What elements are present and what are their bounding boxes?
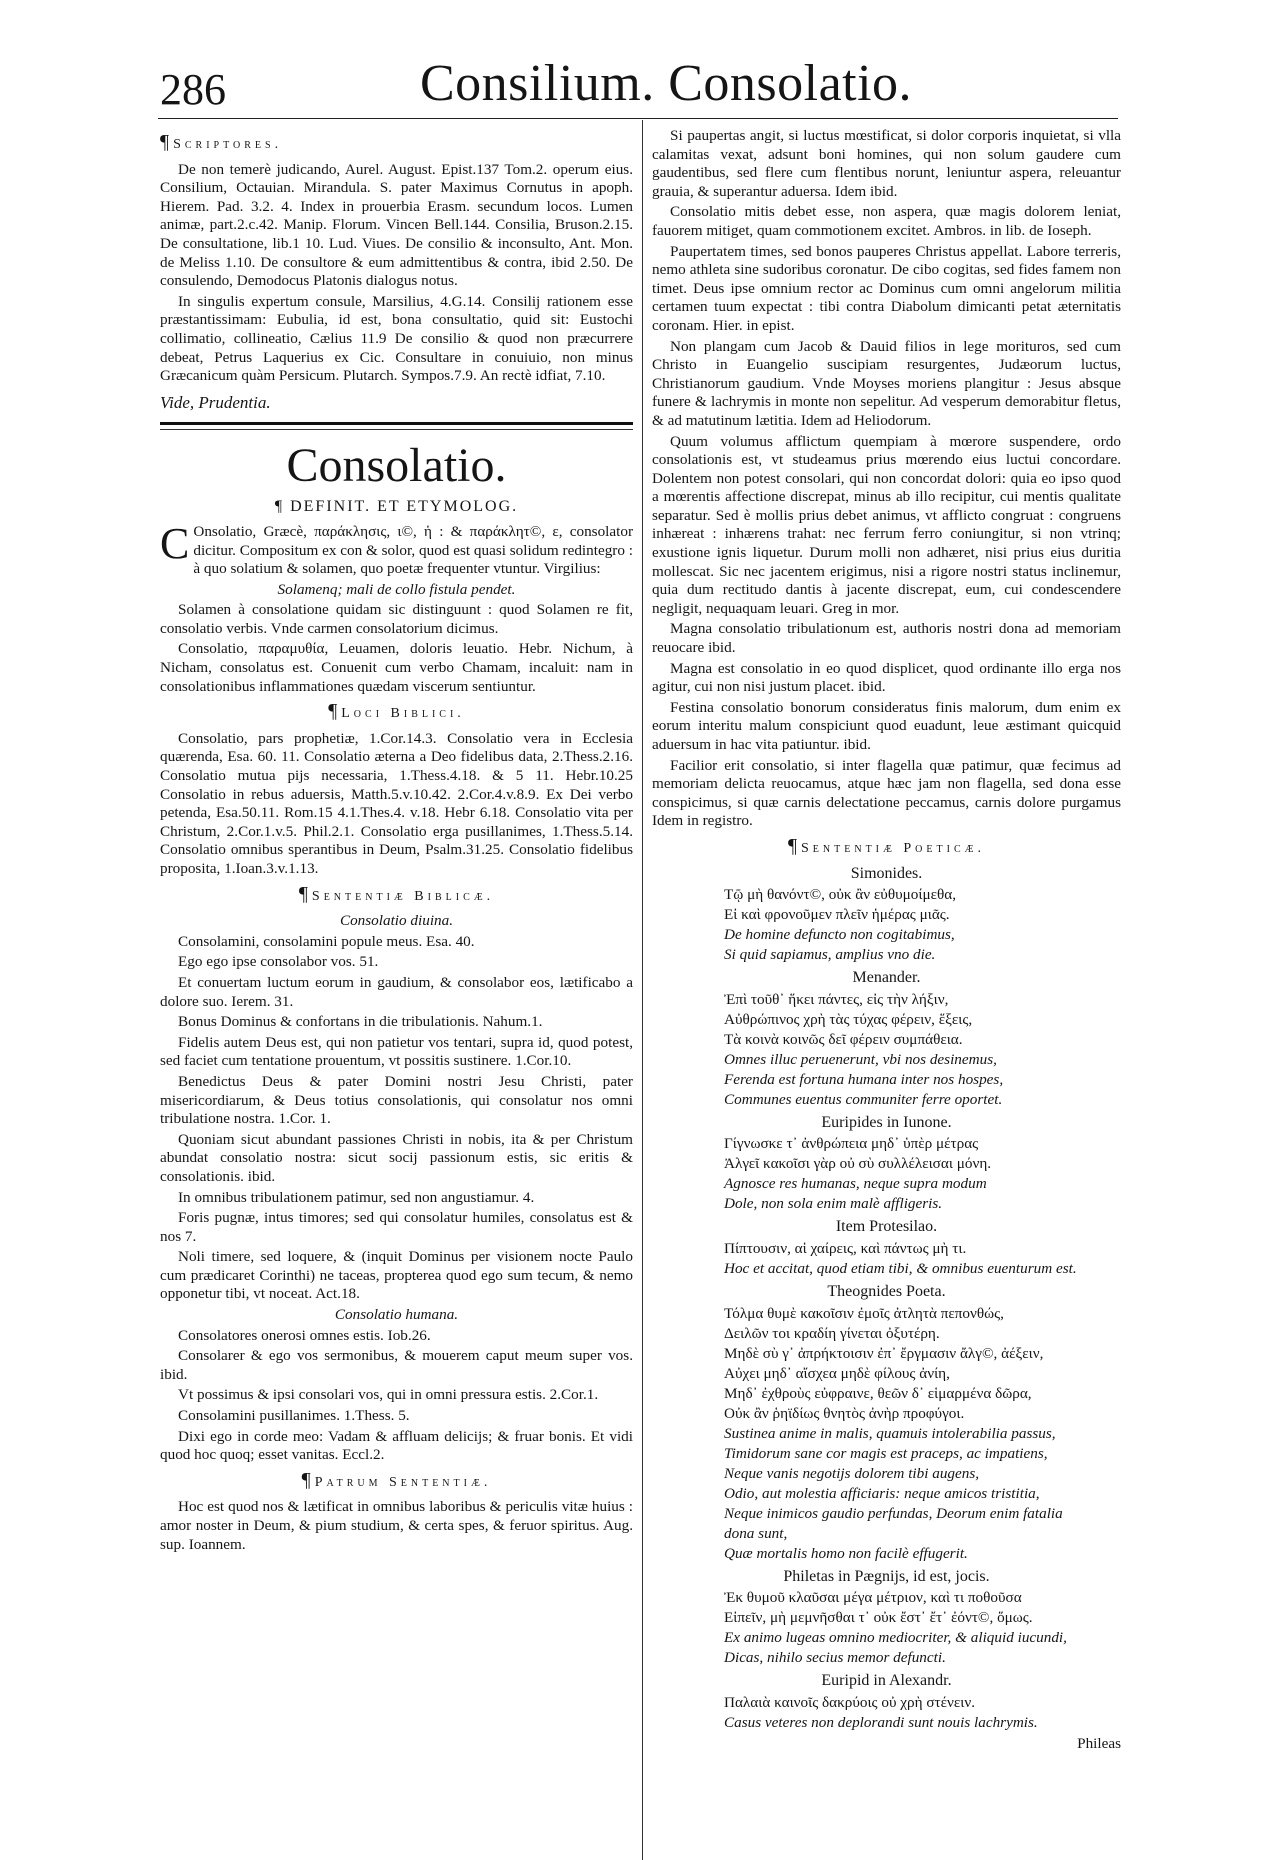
entry-title: Consolatio. (286, 439, 507, 493)
poet-name: Theognides Poeta. (827, 1282, 946, 1300)
greek-verse-line: Τὰ κοινὰ κοινῶς δεῖ φέρειν συμπάθεια. (724, 1030, 963, 1048)
paragraph: Facilior erit consolatio, si inter flagella quæ patimur, quæ fecimus ad memoriam delicta reuocamus, atque hæc jam non flagella, sed dona esse conspicimus, si quæ carnis delectatione peccamus, carnis dolore purgamus Idem in registro. (652, 756, 1121, 830)
paragraph: Consolamini, consolamini popule meus. Esa. 40. (178, 932, 475, 950)
paragraph: De non temerè judicando, Aurel. August. Epist.137 Tom.2. operum eius. Consilium, Octauian. Mirandula. S. pater Maximus Cornutus in apoph. Hierem. Pad. 3.2. 4. Index in prouerbia Erasm. secundum locos. Lumen animæ, part.2.c.42. Manip. Florum. Vincen Bell.144. Consilia, Bruson.2.15. De consultatione, lib.1 10. Lud. Viues. De consilio & inconsulto, Ant. Mon. de Meliss 1.10. De consultore & eum admittentibus & contra, ibid 2.50. De consulendo, Demodocus Platonis dialogus notus. (160, 160, 633, 290)
paragraph: Festina consolatio bonorum consideratus finis malorum, dum enim ex eorum interitu malum conspiciunt quod euadunt, leue æstimant quicquid aduersum in hac vita patiuntur. ibid. (652, 698, 1121, 753)
paragraph: Magna consolatio tribulationum est, authoris nostri dona ad memoriam reuocare ibid. (652, 620, 1121, 657)
latin-verse-line: Dicas, nihilo secius memor defuncti. (724, 1649, 946, 1667)
poet-name: Menander. (852, 969, 921, 987)
latin-verse-line: Ferenda est fortuna humana inter nos hospes, (724, 1070, 1004, 1088)
paragraph: Consolatio, παραμυθία, Leuamen, doloris leuatio. Hebr. Nichum, à Nicham, consolatus est. Conuenit cum verbo Chamam, incaluit: nam in consolationibus inflammationes quædam viscerum sentiuntur. (160, 640, 633, 695)
cross-reference: Vide, Prudentia. (160, 392, 271, 412)
greek-verse-line: Παλαιὰ καινοῖς δακρύοις οὐ χρὴ στένειν. (724, 1693, 975, 1711)
poet-name: Simonides. (850, 864, 923, 882)
latin-verse-line: Timidorum sane cor magis est praceps, ac impatiens, (724, 1444, 1048, 1462)
poet-name: Philetas in Pægnijs, id est, jocis. (783, 1567, 990, 1585)
greek-verse-line: Μηδ᾽ ἐχθροὺς εὐφραινε, θεῶν δ᾽ εἱμαρμένα δῶρα, (724, 1384, 1032, 1402)
greek-verse-line: Ἐκ θυμοῦ κλαῦσαι μέγα μέτριον, καὶ τι ποθοῦσα (724, 1589, 1022, 1607)
paragraph: Quoniam sicut abundant passiones Christi in nobis, ita & per Christum abundat consolatio nostra: sicut socij passionum estis, sic eritis & consolationis. ibid. (160, 1130, 633, 1185)
latin-verse-line: Si quid sapiamus, amplius vno die. (724, 946, 936, 964)
paragraph: Fidelis autem Deus est, qui non patietur vos tentari, supra id, quod potest, sed faciet cum tentatione prouentum, vt possitis sustinere. 1.Cor.10. (160, 1033, 633, 1070)
paragraph: Si paupertas angit, si luctus mœstificat, si dolor corporis inquietat, si vlla calamitas vexat, adsunt boni homines, qui non solum gaudere cum gaudentibus, sed flere cum flentibus norunt, leniuntur aspera, releuantur grauia, & superantur aduersa. Idem ibid. (652, 127, 1121, 200)
section-heading-sententiae-biblicae: ¶ Sententiæ Biblicæ. (298, 882, 495, 905)
subheading-humana: Consolatio humana. (334, 1306, 459, 1324)
poetic-quotations (652, 865, 1121, 1733)
greek-verse-line: Πίπτουσιν, αἱ χαίρεις, καὶ πάντως μὴ τι. (724, 1239, 967, 1257)
greek-verse-line: Οὐκ ἂν ῥηϊδίως θνητὸς ἀνὴρ προφύγοι. (724, 1404, 965, 1422)
running-title: Consilium. Consolatio. (420, 55, 913, 112)
latin-verse-line: dona sunt, (724, 1524, 788, 1542)
pilcrow-icon: ¶ (160, 131, 170, 153)
latin-verse-line: Neque vanis negotijs dolorem tibi augens, (724, 1464, 980, 1482)
greek-verse-line: Εἰ καὶ φρονοῦμεν πλεῖν ἡμέρας μιᾶς. (724, 906, 950, 924)
greek-verse-line: Γίγνωσκε τ᾽ ἀνθρώπεια μηδ᾽ ὑπὲρ μέτρας (724, 1135, 979, 1153)
right-column (652, 127, 1121, 1753)
latin-verse-line: Quæ mortalis homo non facilè effugerit. (724, 1544, 968, 1562)
latin-verse-line: Sustinea anime in malis, quamuis intolerabilia passus, (724, 1424, 1056, 1442)
paragraph: In singulis expertum consule, Marsilius, 4.G.14. Consilij rationem esse præstantissimam: Eubulia, id est, bona consultatio, quid sit: Eustochi collimatio, collineatio, Cælius 11.9 De consilio & quod non præcurrere debeat, Petrus Laquerius ex Cic. Consultare in conuiuio, non minus Græcanicum quàm Persicum. Plutarch. Sympos.7.9. An rectè idfiat, 7.10. (160, 292, 633, 385)
latin-verse-line: Casus veteres non deplorandi sunt nouis lachrymis. (724, 1713, 1038, 1731)
latin-verse-line: Ex animo lugeas omnino mediocriter, & aliquid iucundi, (724, 1629, 1067, 1647)
latin-verse-line: Agnosce res humanas, neque supra modum (724, 1175, 987, 1193)
paragraph: Bonus Dominus & confortans in die tribulationis. Nahum.1. (178, 1013, 543, 1031)
left-column (160, 127, 633, 1556)
poet-name: Euripid in Alexandr. (821, 1672, 952, 1690)
latin-verse-line: Communes euentus communiter ferre oportet. (724, 1090, 1003, 1108)
paragraph: Benedictus Deus & pater Domini nostri Jesu Christi, pater misericordiarum, & Deus totius consolationis, qui consolatur nos omni tribulatione nostra. 1.Cor. 1. (160, 1072, 633, 1128)
paragraph: Foris pugnæ, intus timores; sed qui consolatur humiles, consolatus est & nos 7. (160, 1209, 633, 1245)
section-heading-poeticae: ¶ Sententiæ Poeticæ. (787, 834, 986, 857)
catchword: Phileas (1077, 1734, 1121, 1752)
section-heading-loci-biblici: ¶ Loci Biblici. (328, 700, 465, 723)
greek-verse-line: Τῷ μὴ θανόντ©, οὐκ ἂν εὐθυμοίμεθα, (724, 886, 956, 904)
header-rule (158, 118, 1118, 119)
paragraph: Consolarer & ego vos sermonibus, & mouerem caput meum super vos. ibid. (160, 1347, 633, 1383)
paragraph: C Onsolatio, Græcè, παράκλησις, ι©, ἡ : & παράκλητ©, ε, consolator dicitur. Compositum ex con & solor, quod est quasi solidum redintegro : à quo solatium & solamen, quo poetæ frequenter vtuntur. Virgilius: (160, 518, 633, 578)
paragraph: In omnibus tribulationem patimur, sed non angustiamur. 4. (178, 1188, 535, 1206)
paragraph: Solamen à consolatione quidam sic distinguunt : quod Solamen re fit, consolatio verbis. Vnde carmen consolatorium dicimus. (160, 601, 633, 637)
pilcrow-icon: ¶ (787, 834, 798, 857)
greek-verse-line: Δειλῶν τοι κραδίη γίνεται ὀξυτέρη. (724, 1324, 940, 1342)
verse-line: Solamenq; mali de collo fistula pendet. (277, 580, 516, 598)
greek-verse-line: Αὐθρώπινος χρὴ τὰς τύχας φέρειν, ἕξεις, (724, 1010, 973, 1028)
greek-verse-line: Τόλμα θυμὲ κακοῖσιν ἐμοῖς ἀτλητὰ πεπονθώς, (724, 1304, 1004, 1322)
divider-thin (160, 429, 633, 430)
section-heading-definit: ¶ DEFINIT. ET ETYMOLOG. (274, 498, 519, 516)
paragraph: Quum volumus afflictum quempiam à mœrore suspendere, ordo consolationis est, vt studeamus prius mœrendo eius luctui concordare. Dolentem non potest consolari, qui non concordat dolori: quia eo ipso quod a mœrentis affectione discrepat, minus ab illo recipitur, cui mentis qualitate separatur. Sed è mollis prius debet animus, vt afflicto congruat : congruens inhæreat : inhærens trahat: nec ferrum ferro coniungitur, si non vtrinq; exustione ignis liquetur. Durum molli non adhæret, nisi prius eius duritia mollescat. Sic nec jacentem erigimus, nisi a rigore nostri status inclinemur, quia dum rectitudo dantis à jacente discrepat, eum, cui condescendere negligit, nequaquam leuari. Greg in mor. (652, 432, 1121, 617)
paragraph: Consolatores onerosi omnes estis. Iob.26. (178, 1326, 431, 1344)
pilcrow-icon: ¶ (328, 700, 338, 723)
column-divider (642, 120, 643, 1860)
paragraph: Consolatio mitis debet esse, non aspera, quæ magis dolorem leniat, fauorem mitiget, quam commotionem excitet. Ambros. in lib. de Ioseph. (652, 203, 1121, 239)
paragraph: Paupertatem times, sed bonos pauperes Christus appellat. Labore terreris, nemo athleta sine sudoribus coronatur. De cibo cogitas, sed fides famem non timet. Deus ipse omnium rector ac Dominus cum omni angelorum militia certamen tuum expectat : tibi contra Diabolum dimicanti petat æternitatis coronam. Hier. in epist. (652, 242, 1121, 334)
poet-name: Item Protesilao. (835, 1218, 938, 1236)
latin-verse-line: Odio, aut molestia afficiaris: neque amicos tristitia, (724, 1484, 1040, 1502)
paragraph: Vt possimus & ipsi consolari vos, qui in omni pressura estis. 2.Cor.1. (178, 1386, 599, 1404)
pilcrow-icon: ¶ (298, 882, 308, 905)
latin-verse-line: De homine defuncto non cogitabimus, (724, 926, 955, 944)
greek-verse-line: Ἐπὶ τοῦθ᾽ ἥκει πάντες, εἰς τὴν λήξιν, (724, 990, 949, 1008)
pilcrow-icon: ¶ (301, 1468, 311, 1491)
drop-cap-c: C (160, 518, 190, 568)
paragraph: Magna est consolatio in eo quod displicet, quod ordinante illo erga nos agitur, cui non nisi justum placet. ibid. (652, 659, 1121, 696)
paragraph: Ego ego ipse consolabor vos. 51. (178, 953, 379, 971)
section-heading-scriptores: ¶ Scriptores. (160, 131, 283, 153)
paragraph: Dixi ego in corde meo: Vadam & affluam delicijs; & fruar bonis. Et vidi quod hoc quoq; esset vanitas. Eccl.2. (160, 1427, 633, 1464)
section-heading-patrum: ¶ Patrum Sententiæ. (301, 1468, 492, 1491)
page-number: 286 (160, 65, 226, 114)
greek-verse-line: Μηδὲ σὺ γ᾽ ἀπρήκτοισιν ἐπ᾽ ἔργμασιν ἄλγ©, ἀέξειν, (724, 1344, 1044, 1362)
paragraph: Hoc est quod nos & lætificat in omnibus laboribus & periculis vitæ huius : amor noster in Deum, & pium studium, & certa spes, & feruor spiritus. Aug. sup. Ioannem. (160, 1498, 633, 1553)
latin-verse-line: Omnes illuc peruenerunt, vbi nos desinemus, (724, 1050, 997, 1068)
latin-verse-line: Neque inimicos gaudio perfundas, Deorum enim fatalia (724, 1504, 1063, 1522)
greek-verse-line: Αὐχει μηδ᾽ αἴσχεα μηδὲ φίλους ἀνίη, (724, 1364, 950, 1382)
greek-verse-line: Ἀλγεῖ κακοῖσι γὰρ οὐ σὺ συλλέλεισαι μόνη. (724, 1155, 992, 1173)
paragraph: Consolatio, pars prophetiæ, 1.Cor.14.3. Consolatio vera in Ecclesia quærenda, Esa. 60. 11. Consolatio æterna a Deo fidelibus data, 2.Thess.2.16. Consolatio mutua pijs necessaria, 1.Thess.4.18. & 5 11. Hebr.10.25 Consolatio in rebus aduersis, Matth.5.v.10.42. 2.Cor.4.v.8.9. Ex Dei verbo petenda, Esa.50.11. Rom.15 4.1.Thes.4. v.18. Hebr 6.18. Consolatio vita per Christum, 2.Cor.1.v.5. Phil.2.1. Consolatio erga pusillanimes, 1.Thess.5.14. Consolatio omnibus sperantibus in Deum, Psalm.31.25. Consolatio fidelibus proposita, 1.Ioan.3.v.1.13. (160, 729, 633, 877)
divider-thick (160, 422, 633, 425)
subheading-diuina: Consolatio diuina. (339, 912, 454, 930)
paragraph: Consolamini pusillanimes. 1.Thess. 5. (178, 1407, 410, 1425)
paragraph: Et conuertam luctum eorum in gaudium, & consolabor eos, lætificabo a dolore suo. Ierem. 31. (160, 973, 633, 1010)
pilcrow-icon: ¶ (274, 498, 285, 516)
paragraph: Noli timere, sed loquere, & (inquit Dominus per visionem nocte Paulo cum prædicaret Corinthi) ne taceas, propterea quod ego sum tecum, & nemo opponetur tibi, vt noceat. Act.18. (160, 1248, 633, 1303)
latin-verse-line: Dole, non sola enim malè affligeris. (724, 1195, 943, 1213)
paragraph: Non plangam cum Jacob & Dauid filios in lege morituros, sed cum Christo in Euangelio suscipiam resurgentes, Judæorum luctus, Christianorum gaudium. Vnde Moyses moriens plangitur : Jesus absque funere & lachrymis in monte non sepelitur. Ad vesperum demorabitur fletus, & ad matutinum lætitia. Idem ad Heliodorum. (652, 337, 1121, 429)
latin-verse-line: Hoc et accitat, quod etiam tibi, & omnibus euenturum est. (724, 1259, 1077, 1277)
greek-verse-line: Εἰπεῖν, μὴ μεμνῆσθαι τ᾽ οὐκ ἔστ᾽ ἔτ᾽ ἐόντ©, ὅμως. (724, 1609, 1033, 1627)
poet-name: Euripides in Iunone. (821, 1113, 952, 1131)
